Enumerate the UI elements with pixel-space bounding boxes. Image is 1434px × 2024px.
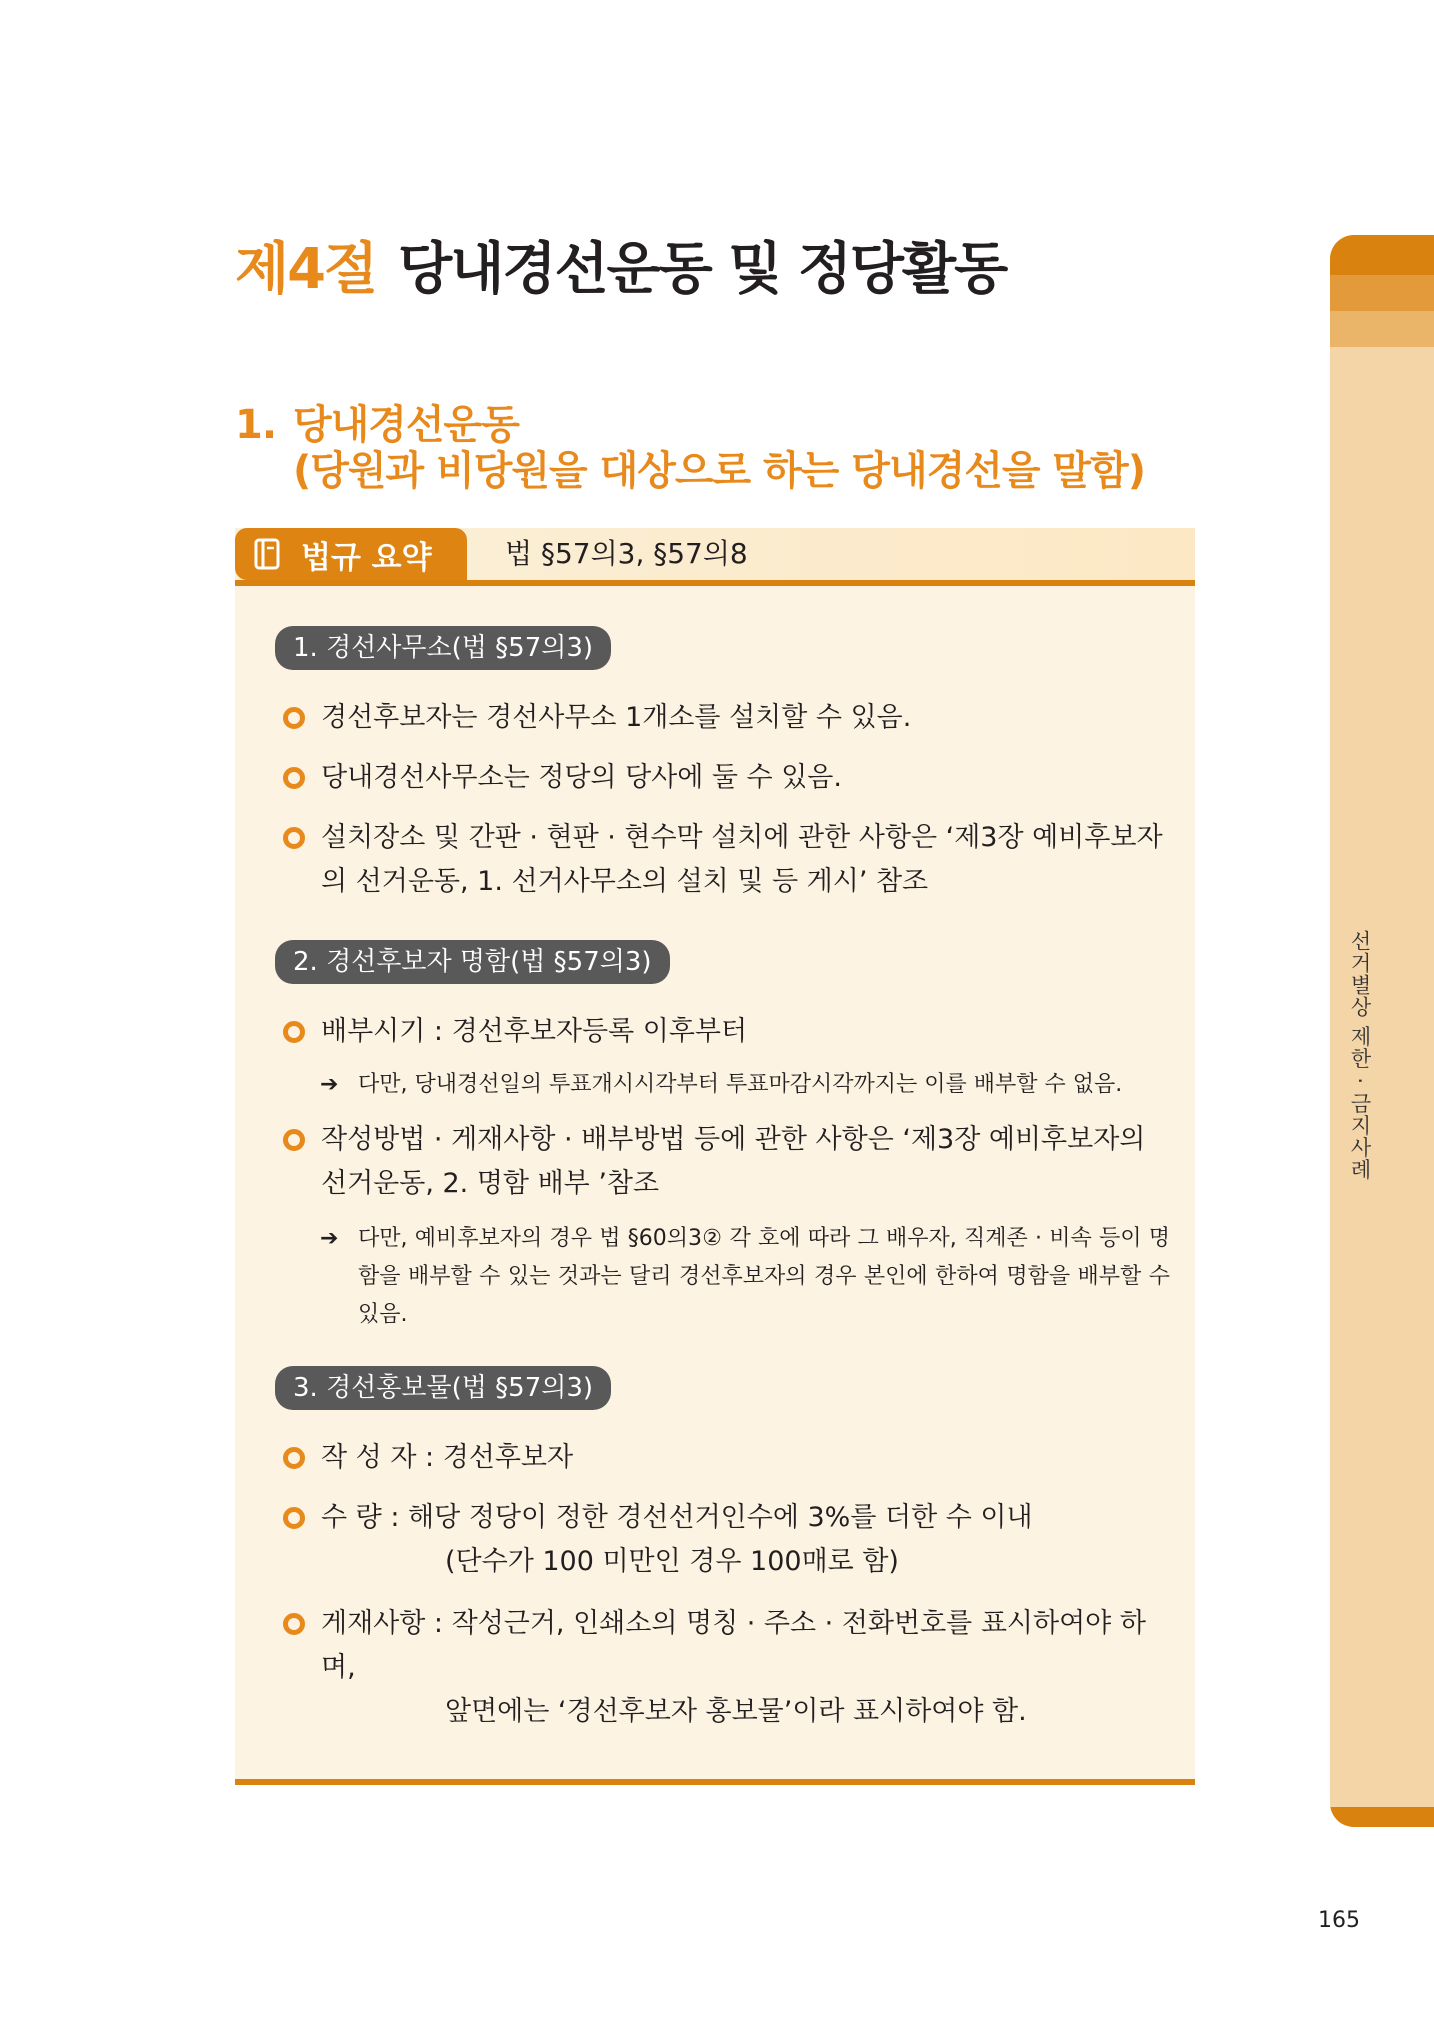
- note-item: ➔ 다만, 예비후보자의 경우 법 §60의3② 각 호에 따라 그 배우자, 직계존 · 비속 등이 명함을 배부할 수 있는 것과는 달리 경선후보자의 경우 본인에 한하여 명함을 배부할 수 있음.: [320, 1220, 1170, 1334]
- summary-tag: [235, 528, 467, 580]
- page-number: 165: [1318, 1908, 1360, 1933]
- chapter-heading: [235, 225, 1006, 305]
- arrow-icon: ➔: [320, 1226, 339, 1251]
- bullet-icon: [283, 767, 305, 789]
- summary-box: [235, 580, 1195, 1785]
- book-icon: [253, 537, 283, 571]
- list-item: 게재사항 : 작성근거, 인쇄소의 명칭 · 주소 · 전화번호를 표시하여야 하며, 앞면에는 ‘경선후보자 홍보물’이라 표시하여야 함.: [283, 1602, 1163, 1734]
- bullet-icon: [283, 1129, 305, 1151]
- summary-tag-label: 법규 요약: [301, 539, 432, 576]
- list-item: 작성방법 · 게재사항 · 배부방법 등에 관한 사항은 ‘제3장 예비후보자의 선거운동, 2. 명함 배부 ’참조: [283, 1118, 1163, 1206]
- bullet-icon: [283, 1613, 305, 1635]
- bullet-icon: [283, 827, 305, 849]
- subsection-heading-3: 3. 경선홍보물(법 §57의3): [275, 1366, 611, 1410]
- list-item: 설치장소 및 간판 · 현판 · 현수막 설치에 관한 사항은 ‘제3장 예비후보자의 선거운동, 1. 선거사무소의 설치 및 등 게시’ 참조: [283, 816, 1163, 904]
- bullet-icon: [283, 1021, 305, 1043]
- subsection-heading-1: 1. 경선사무소(법 §57의3): [275, 626, 611, 670]
- bullet-icon: [283, 1507, 305, 1529]
- list-item: 경선후보자는 경선사무소 1개소를 설치할 수 있음.: [283, 696, 1163, 740]
- section-title-line1: 당내경선운동: [293, 402, 519, 448]
- side-tab-label: 선거별상 제한 · 금지사례: [1348, 930, 1372, 1181]
- chapter-title: 당내경선운동 및 정당활동: [398, 237, 1007, 302]
- list-item: 배부시기 : 경선후보자등록 이후부터: [283, 1010, 1163, 1054]
- arrow-icon: ➔: [320, 1072, 339, 1097]
- section-title: [235, 402, 1145, 494]
- summary-header: [235, 528, 1195, 580]
- subsection-heading-2: 2. 경선후보자 명함(법 §57의3): [275, 940, 670, 984]
- list-item: 작 성 자 : 경선후보자: [283, 1436, 1163, 1480]
- note-item: ➔ 다만, 당내경선일의 투표개시시각부터 투표마감시각까지는 이를 배부할 수 없음.: [320, 1066, 1170, 1104]
- section-number: 1.: [235, 402, 277, 448]
- bullet-icon: [283, 1447, 305, 1469]
- list-item: 당내경선사무소는 정당의 당사에 둘 수 있음.: [283, 756, 1163, 800]
- chapter-number: 제4절: [235, 237, 377, 302]
- summary-law-reference: 법 §57의3, §57의8: [505, 537, 748, 570]
- bullet-icon: [283, 707, 305, 729]
- list-item: 수 량 : 해당 정당이 정한 경선선거인수에 3%를 더한 수 이내 (단수가 100 미만인 경우 100매로 함): [283, 1496, 1163, 1584]
- section-title-line2: (당원과 비당원을 대상으로 하는 당내경선을 말함): [293, 448, 1145, 494]
